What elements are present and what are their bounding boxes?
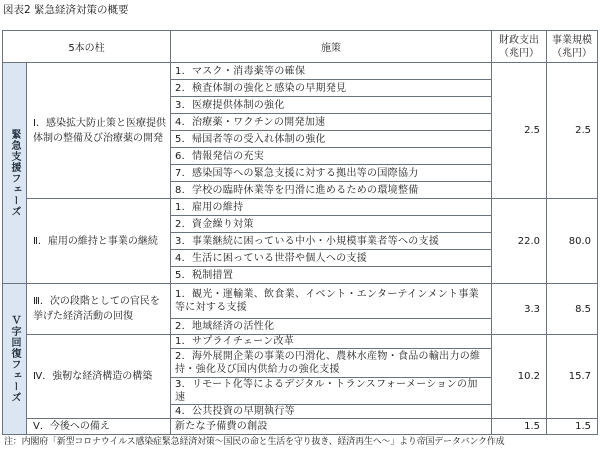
header-pillar: 5本の柱	[3, 31, 171, 63]
measures-cell	[171, 199, 492, 284]
pillar-label: Ⅳ．強靭な経済構造の構築	[27, 335, 171, 419]
figure-title: 図表2 緊急経済対策の概要	[3, 4, 129, 16]
measure-item: 1．観光・運輸業、飲食業、イベント・エンターテインメント事業等に対する支援	[171, 284, 491, 319]
measure-item: 新たな予備費の創設	[175, 421, 268, 432]
pillar-label: Ⅴ．今後への備え	[27, 419, 171, 435]
measure-item: 3．事業継続に困っている中小・小規模事業者等への支援	[171, 233, 491, 250]
measure-item: 2．検査体制の強化と感染の早期発見	[171, 80, 491, 97]
phase-label-emergency: 緊急支援フェーズ	[3, 63, 27, 284]
header-scale: 事業規模 （兆円）	[547, 31, 598, 63]
scale-value: 2.5	[547, 63, 598, 199]
measures-table	[2, 30, 598, 435]
measure-item: 3．医療提供体制の強化	[171, 97, 491, 114]
measures-cell	[171, 63, 492, 199]
scale-value: 1.5	[547, 419, 598, 435]
measure-item: 3．リモート化等によるデジタル・トランスフォーメーションの加速	[171, 378, 491, 405]
pillar-label: Ⅲ．次の段階としての官民を挙げた経済活動の回復	[27, 284, 171, 335]
scale-value: 80.0	[547, 199, 598, 284]
measure-item: 8．学校の臨時休業等を円滑に進めるための環境整備	[175, 184, 419, 196]
pillar-label: Ⅱ．雇用の維持と事業の継続	[27, 199, 171, 284]
measure-item: 4．生活に困っている世帯や個人への支援	[171, 250, 491, 267]
measures-cell	[171, 419, 492, 435]
table-row	[3, 335, 598, 419]
fiscal-value: 3.3	[492, 284, 547, 335]
pillar-label: Ⅰ．感染拡大防止策と医療提供体制の整備及び治療薬の開発	[27, 63, 171, 199]
measures-cell	[171, 335, 492, 419]
fiscal-value: 22.0	[492, 199, 547, 284]
scale-value: 8.5	[547, 284, 598, 335]
measure-item: 5．税制措置	[175, 269, 234, 281]
measures-cell	[171, 284, 492, 335]
table-row	[3, 284, 598, 335]
header-row	[3, 31, 598, 63]
table-row	[3, 419, 598, 435]
phase-label-recovery: Ｖ字回復フェーズ	[3, 284, 27, 435]
measure-item: 4．治療薬・ワクチンの開発加速	[171, 114, 491, 131]
header-fiscal: 財政支出 （兆円）	[492, 31, 547, 63]
measure-item: 1．マスク・消毒薬等の確保	[171, 63, 491, 80]
header-measures: 施策	[171, 31, 492, 63]
measure-item: 2．地域経済の活性化	[175, 321, 275, 333]
scale-value: 15.7	[547, 335, 598, 419]
measure-item: 4．公共投資の早期執行等	[175, 406, 295, 417]
fiscal-value: 2.5	[492, 63, 547, 199]
measure-item: 2．資金繰り対策	[171, 216, 491, 233]
measure-item: 1．雇用の維持	[171, 199, 491, 216]
measure-item: 5．帰国者等の受入れ体制の強化	[171, 131, 491, 148]
measure-item: 6．情報発信の充実	[171, 148, 491, 165]
measure-item: 2．海外展開企業の事業の円滑化、農林水産物・食品の輸出力の維持・強化及び国内供給力の強化支援	[171, 349, 491, 378]
fiscal-value: 1.5	[492, 419, 547, 435]
table-row	[3, 63, 598, 199]
fiscal-value: 10.2	[492, 335, 547, 419]
measure-item: 7．感染国等への緊急支援に対する拠出等の国際協力	[171, 165, 491, 182]
source-note: 注：内閣府「新型コロナウイルス感染症緊急経済対策～国民の命と生活を守り抜き、経済再生へ～」より帝国データバンク作成	[4, 437, 505, 447]
table-row	[3, 199, 598, 284]
measure-item: 1．サプライチェーン改革	[171, 335, 491, 349]
